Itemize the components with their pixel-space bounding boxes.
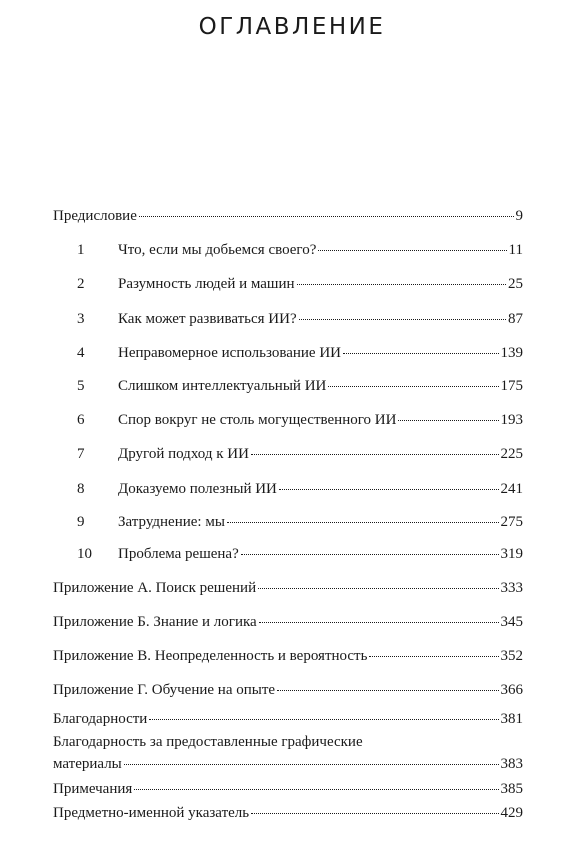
toc-entry-chapter[interactable] [77,514,523,531]
toc-entry-title: Другой подход к ИИ [118,446,249,462]
toc-entry-chapter[interactable] [77,276,523,293]
toc-page-number: 381 [500,711,523,727]
dot-leader [369,656,498,657]
dot-leader [343,353,499,354]
toc-page-number: 385 [500,781,523,797]
toc-page-number: 175 [500,378,523,394]
toc-page-number: 139 [500,345,523,361]
toc-entry-title-line1: Благодарность за предоставленные графические [53,734,363,750]
dot-leader [297,284,506,285]
toc-entry-notes[interactable] [53,781,523,798]
toc-page-number: 383 [500,756,523,772]
toc-entry-chapter[interactable] [77,412,523,429]
toc-entry-graphics-credits[interactable] [53,734,523,773]
toc-entry-title: Доказуемо полезный ИИ [118,481,277,497]
toc-page-number: 87 [508,311,523,327]
chapter-number: 8 [77,481,85,497]
toc-entry-title: Приложение А. Поиск решений [53,580,257,596]
toc-entry-title-line2: материалы [53,756,122,772]
dot-leader [251,813,498,814]
toc-entry-preface[interactable] [53,208,523,225]
dot-leader [134,789,498,790]
toc-page-number: 11 [508,242,523,258]
toc-page-number: 193 [500,412,523,428]
toc-entry-appendix[interactable] [53,614,523,631]
toc-entry-title: Затруднение: мы [118,514,225,530]
chapter-number: 10 [77,546,92,562]
dot-leader [318,250,506,251]
toc-entry-title: Приложение Б. Знание и логика [53,614,257,630]
toc-entry-title: Предисловие [53,208,137,224]
toc-entry-appendix[interactable] [53,648,523,665]
toc-entry-appendix[interactable] [53,580,523,597]
toc-page-number: 275 [500,514,523,530]
toc-page-number: 225 [500,446,523,462]
dot-leader [279,489,499,490]
toc-page-number: 25 [508,276,523,292]
toc-entry-title: Неправомерное использование ИИ [118,345,341,361]
toc-entry-chapter[interactable] [77,311,523,328]
toc-entry-acknowledgements[interactable] [53,711,523,728]
toc-page-number: 333 [500,580,523,596]
dot-leader [299,319,506,320]
toc-entry-title: Приложение Г. Обучение на опыте [53,682,276,698]
dot-leader [124,764,499,765]
dot-leader [258,588,498,589]
toc-entry-title: Предметно-именной указатель [53,805,250,821]
toc-entry-title: Проблема решена? [118,546,239,562]
toc-page-number: 319 [500,546,523,562]
chapter-number: 1 [77,242,85,258]
toc-entry-title: Спор вокруг не столь могущественного ИИ [118,412,397,428]
toc-page-number: 366 [500,682,523,698]
dot-leader [251,454,499,455]
toc-entry-chapter[interactable] [77,378,523,395]
toc-entry-title: Примечания [53,781,133,797]
chapter-number: 7 [77,446,85,462]
dot-leader [328,386,498,387]
toc-entry-title: Благодарности [53,711,148,727]
toc-page-number: 345 [500,614,523,630]
toc-entry-chapter[interactable] [77,242,523,259]
toc-entry-chapter[interactable] [77,345,523,362]
dot-leader [149,719,498,720]
toc-entry-chapter[interactable] [77,546,523,563]
chapter-number: 9 [77,514,85,530]
toc-page-number: 9 [515,208,523,224]
toc-entry-chapter[interactable] [77,446,523,463]
dot-leader [227,522,499,523]
dot-leader [398,420,498,421]
chapter-number: 5 [77,378,85,394]
toc-entry-index[interactable] [53,805,523,822]
dot-leader [241,554,499,555]
toc-entry-title: Как может развиваться ИИ? [118,311,297,327]
toc-page-number: 241 [500,481,523,497]
toc-entry-chapter[interactable] [77,481,523,498]
toc-entry-title: Разумность людей и машин [118,276,295,292]
chapter-number: 6 [77,412,85,428]
chapter-number: 4 [77,345,85,361]
dot-leader [277,690,498,691]
toc-page-number: 352 [500,648,523,664]
page-title: ОГЛАВЛЕНИЕ [198,14,386,40]
dot-leader [259,622,499,623]
dot-leader [139,216,514,217]
chapter-number: 2 [77,276,85,292]
toc-entry-appendix[interactable] [53,682,523,699]
chapter-number: 3 [77,311,85,327]
toc-entry-title: Приложение В. Неопределенность и вероятность [53,648,368,664]
toc-entry-title: Что, если мы добьемся своего? [118,242,317,258]
toc-page-number: 429 [500,805,523,821]
toc-entry-title: Слишком интеллектуальный ИИ [118,378,327,394]
